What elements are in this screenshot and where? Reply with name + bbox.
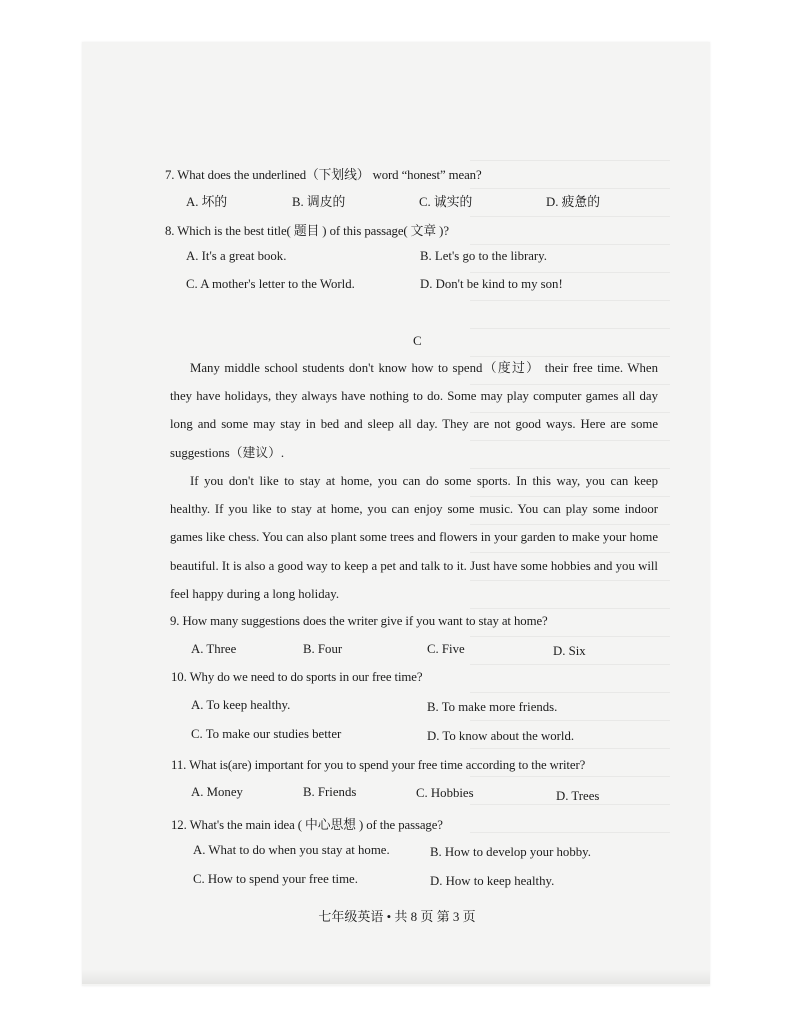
q11-option-c: C. Hobbies <box>416 786 474 800</box>
q7-option-b: B. 调皮的 <box>292 195 346 209</box>
section-heading-c: C <box>413 333 422 348</box>
question-11-stem: 11. What is(are) important for you to spend your free time according to the writer? <box>171 758 586 772</box>
q9-option-c: C. Five <box>427 642 465 656</box>
q12-option-d: D. How to keep healthy. <box>430 874 555 888</box>
q10-option-d: D. To know about the world. <box>427 729 575 743</box>
q8-option-d: D. Don't be kind to my son! <box>420 277 563 291</box>
question-9-stem: 9. How many suggestions does the writer give if you want to stay at home? <box>170 614 548 628</box>
question-10-stem: 10. Why do we need to do sports in our free time? <box>171 670 423 684</box>
question-8-stem: 8. Which is the best title( 题目 ) of this passage( 文章 )? <box>165 224 449 238</box>
q10-option-c: C. To make our studies better <box>191 727 342 741</box>
passage-paragraph-1: Many middle school students don't know how to spend（度过） their free time. When they have holidays, they always have nothing to do. Some may play computer games all day long and some may stay in bed and sleep all day. They are not good ways. Here are some suggestions（建议）. <box>170 361 658 460</box>
question-7-stem: 7. What does the underlined（下划线） word “honest” mean? <box>165 168 482 182</box>
q8-option-a: A. It's a great book. <box>186 249 287 263</box>
q12-option-b: B. How to develop your hobby. <box>430 845 591 859</box>
q7-option-c: C. 诚实的 <box>419 195 473 209</box>
q8-option-b: B. Let's go to the library. <box>420 249 547 263</box>
question-12-stem: 12. What's the main idea ( 中心思想 ) of the passage? <box>171 818 443 832</box>
q11-option-b: B. Friends <box>303 785 357 799</box>
page-footer: 七年级英语 • 共 8 页 第 3 页 <box>318 909 476 924</box>
q7-option-d: D. 疲惫的 <box>546 195 601 209</box>
q12-option-c: C. How to spend your free time. <box>193 872 358 886</box>
q9-option-b: B. Four <box>303 642 343 656</box>
q11-option-a: A. Money <box>191 785 243 799</box>
q8-option-c: C. A mother's letter to the World. <box>186 277 355 291</box>
q10-option-b: B. To make more friends. <box>427 700 558 714</box>
passage-paragraph-2: If you don't like to stay at home, you can do some sports. In this way, you can keep healthy. If you like to stay at home, you can enjoy some music. You can play some indoor games like chess. You can also plant some trees and flowers in your garden to make your home beautiful. It is also a good way to keep a pet and talk to it. Just have some hobbies and you will feel happy during a long holiday. <box>170 474 658 601</box>
q11-option-d: D. Trees <box>556 789 600 803</box>
q9-option-d: D. Six <box>553 644 586 658</box>
q9-option-a: A. Three <box>191 642 237 656</box>
paper-bottom-edge <box>82 970 710 984</box>
q7-option-a: A. 坏的 <box>186 195 228 209</box>
q10-option-a: A. To keep healthy. <box>191 698 291 712</box>
q12-option-a: A. What to do when you stay at home. <box>193 843 390 857</box>
